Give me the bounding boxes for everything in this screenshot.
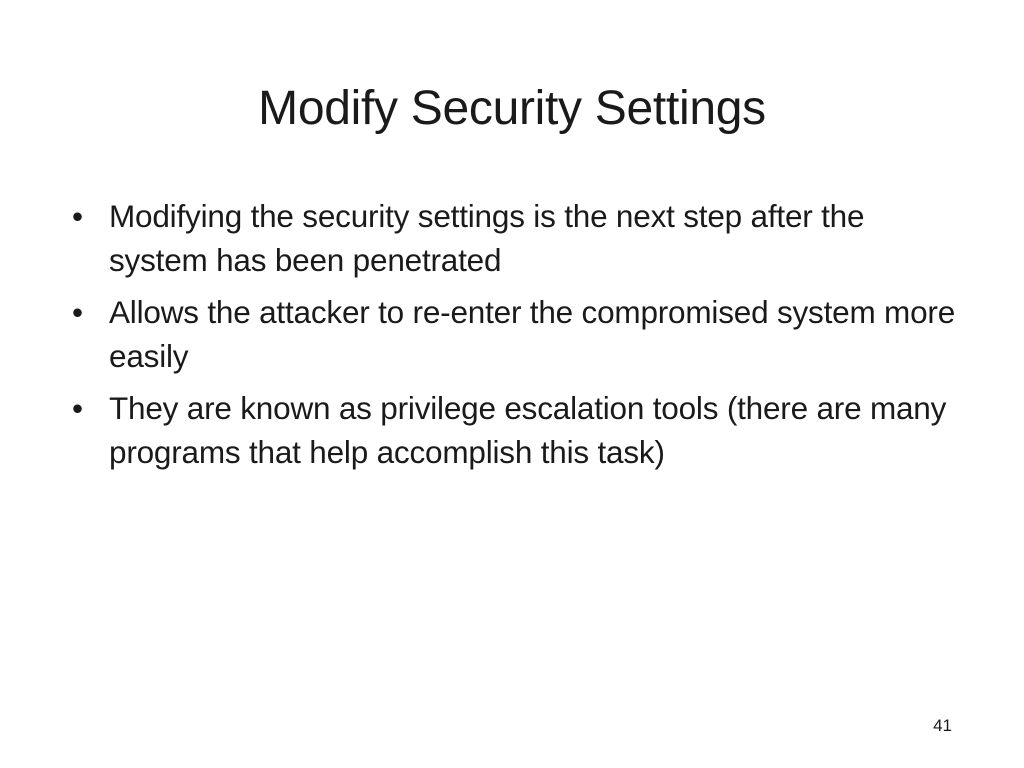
slide-title: Modify Security Settings [258, 82, 766, 135]
bullet-dot-icon: • [72, 294, 83, 330]
bullet-dot-icon: • [72, 390, 83, 426]
bullet-dot-icon: • [72, 198, 83, 234]
bullet-text: Allows the attacker to re-enter the compromised system more easily [109, 294, 956, 374]
bullet-item [70, 386, 970, 474]
bullet-text: They are known as privilege escalation tools (there are many programs that help accomplish this task) [109, 390, 947, 470]
bullet-item [70, 290, 970, 378]
bullet-item [70, 194, 970, 282]
bullet-list [70, 194, 970, 482]
slide-number: 41 [933, 716, 952, 735]
bullet-text: Modifying the security settings is the next step after the system has been penetrated [109, 198, 865, 278]
